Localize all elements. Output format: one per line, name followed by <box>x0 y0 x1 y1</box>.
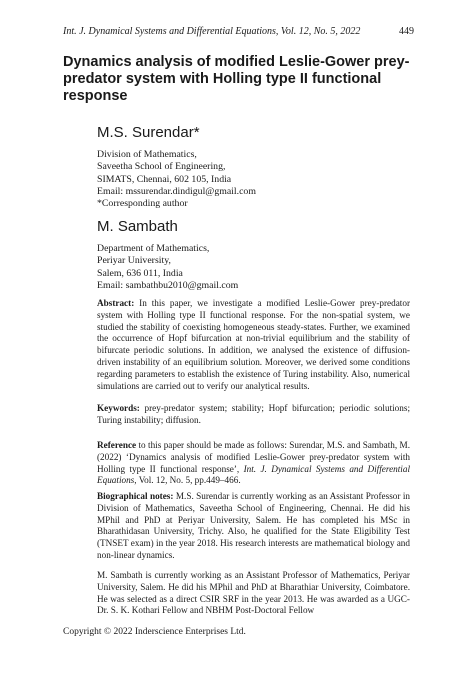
biographical-notes <box>97 491 410 562</box>
keywords <box>97 403 410 427</box>
keywords-label: Keywords: <box>97 403 140 413</box>
bio-label: Biographical notes: <box>97 491 174 501</box>
reference-text-end: , Vol. 12, No. 5, pp.449–466. <box>134 475 241 486</box>
biographical-notes-2: M. Sambath is currently working as an Assistant Professor of Mathematics, Periyar University, Salem. He did his MPhil and PhD at Bharathiar University, Coimbatore. He was selected as a direct CSIR SRF in the year 2013. He was awarded as a UGC-Dr. S. K. Kothari Fellow and NBHM Post-Doctoral Fellow <box>97 570 410 616</box>
copyright-notice: Copyright © 2022 Inderscience Enterprises Ltd. <box>63 627 246 637</box>
affiliation-line: Division of Mathematics, <box>97 149 197 160</box>
affiliation-line: Department of Mathematics, <box>97 243 210 254</box>
affiliation-line: Periyar University, <box>97 255 171 267</box>
affiliation-line: Saveetha School of Engineering, <box>97 161 226 173</box>
reference-label: Reference <box>97 440 137 450</box>
paper-title: Dynamics analysis of modified Leslie-Gower prey-predator system with Holling type II functional response <box>63 54 410 104</box>
affiliation-line: Salem, 636 011, India <box>97 267 183 279</box>
author-email: Email: sambathbu2010@gmail.com <box>97 279 239 291</box>
reference-journal: Int. J. Dynamical Systems and Differential Equations <box>97 463 411 486</box>
abstract-text: In this paper, we investigate a modified Leslie-Gower prey-predator system with Holling type II functional response. For the non-spatial system, we studied the stability of coexisting homogeneous steady-states. Further, we examined the occurrence of Hopf bifurcation at non-trivial equilibrium and the stability of bifurcate periodic solutions. In addition, we analysed the existence of diffusion-driven instability of an equilibrium solution. Moreover, we derived some conditions regarding parameters to establish the existence of Turing instability. Also, numerical simulations are carried out to verify our analytical results. <box>97 298 410 391</box>
running-header: Int. J. Dynamical Systems and Differential Equations, Vol. 12, No. 5, 2022 <box>63 26 361 37</box>
abstract <box>97 298 410 392</box>
author-name-2: M. Sambath <box>97 218 178 235</box>
author-email: Email: mssurendar.dindigul@gmail.com <box>97 185 256 197</box>
page-number: 449 <box>399 26 414 37</box>
affiliation-line: SIMATS, Chennai, 602 105, India <box>97 173 232 185</box>
author-name-1: M.S. Surendar* <box>97 124 200 141</box>
bio-text-1: M.S. Surendar is currently working as an Assistant Professor in Division of Mathematics, Saveetha School of Engineering, Chennai. He did his MPhil and PhD at Periyar University, Salem. He has completed his MSc in Bharathidasan University, Trichy. Also, he qualified for the State Eligibility Test (TNSET exam) in the year 2018. His research interests are mathematical biology and non-linear dynamics. <box>97 491 411 560</box>
abstract-label: Abstract: <box>97 298 135 308</box>
corresponding-note: *Corresponding author <box>97 198 188 210</box>
author-affiliation-2 <box>97 243 417 292</box>
reference-text: to this paper should be made as follows: Surendar, M.S. and Sambath, M. (2022) ‘Dynamics analysis of modified Leslie-Gower prey-predator system with Holling type II functional response’, <box>97 440 410 474</box>
keywords-text: prey-predator system; stability; Hopf bifurcation; periodic solutions; Turing instability; diffusion. <box>97 403 410 425</box>
author-affiliation-1 <box>97 149 417 210</box>
reference <box>97 440 410 487</box>
